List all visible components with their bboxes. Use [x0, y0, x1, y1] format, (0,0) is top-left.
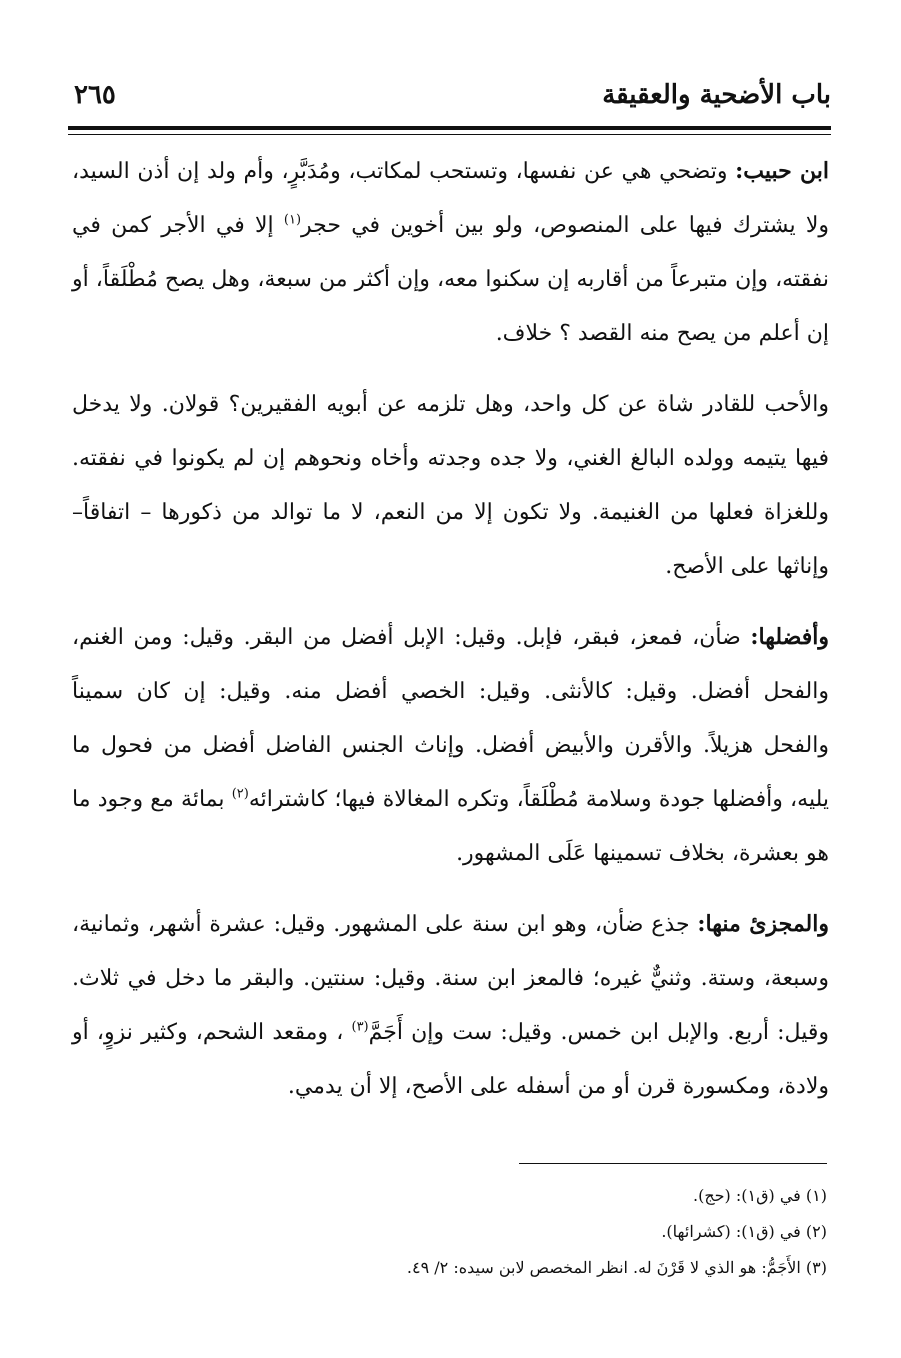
footnotes — [72, 1178, 827, 1286]
running-header — [68, 80, 831, 124]
paragraph-text: جذع ضأن، وهو ابن سنة على المشهور. وقيل: عشرة أشهر، وثمانية، وسبعة، وستة. وثنيٌّ غيره؛ فالمعز ابن سنة. وقيل: سنتين. والبقر ما دخل في ثلاث. وقيل: أربع. والإبل ابن خمس. وقيل: ست وإن أَجَمَّ — [72, 912, 829, 1045]
paragraph — [72, 144, 829, 361]
paragraph-text: ضأن، فمعز، فبقر، فإبل. وقيل: الإبل أفضل من البقر. وقيل: ومن الغنم، والفحل أفضل. وقيل: كالأنثى. وقيل: الخصي أفضل منه. وقيل: إن كان سميناً والفحل هزيلاً. والأقرن والأبيض أفضل. وإناث الجنس الفاضل أفضل من فحول ما يليه، وأفضلها جودة وسلامة مُطْلَقاً، وتكره المغالاة فيها؛ كاشترائه — [72, 625, 829, 812]
footnote-marker[interactable]: (٢) — [231, 786, 249, 802]
paragraph-text: بمائة مع وجود ما هو بعشرة، بخلاف تسمينها عَلَى المشهور. — [72, 787, 829, 866]
paragraph-lead: وأفضلها: — [750, 624, 829, 650]
paragraph — [72, 897, 829, 1114]
paragraph-lead: ابن حبيب: — [735, 158, 829, 184]
paragraph — [72, 377, 829, 594]
paragraph-text: والأحب للقادر شاة عن كل واحد، وهل تلزمه عن أبويه الفقيرين؟ قولان. ولا يدخل فيها يتيمه وولده البالغ الغني، ولا جده وجدته وأخاه ونحوهم إن لم يكونوا في نفقته. وللغزاة فعلها من الغنيمة. ولا تكون إلا من النعم، لا ما توالد من ذكورها – اتفاقاً– وإناثها على الأصح. — [72, 392, 829, 579]
footnote-marker[interactable]: (٣) — [351, 1019, 369, 1035]
paragraph-text: ، ومقعد الشحم، وكثير نزوٍ، أو ولادة، ومكسورة قرن أو من أسفله على الأصح، إلا أن يدمي. — [72, 1020, 829, 1099]
page-number: ٢٦٥ — [74, 80, 116, 110]
footnote: (٢) في (ق١): (كشرائها). — [661, 1222, 827, 1241]
main-text — [72, 144, 829, 1130]
footnote-marker[interactable]: (١) — [283, 212, 302, 228]
footnote-separator — [519, 1163, 827, 1164]
footnote: (١) في (ق١): (حج). — [692, 1186, 827, 1205]
paragraph-text: إلا في الأجر كمن في نفقته، وإن متبرعاً من أقاربه إن سكنوا معه، وإن أكثر من سبعة، وهل يصح مُطْلَقاً، أو إن أعلم من يصح منه القصد ؟ خلاف. — [72, 213, 829, 346]
header-rule-thick — [68, 126, 831, 130]
footnote: (٣) الأَجَمُّ: هو الذي لا قَرْنَ له. انظر المخصص لابن سيده: ٢/ ٤٩. — [406, 1258, 827, 1277]
paragraph — [72, 610, 829, 881]
header-rule-thin — [68, 134, 831, 135]
paragraph-lead: والمجزئ منها: — [697, 911, 829, 937]
chapter-title: باب الأضحية والعقيقة — [602, 80, 831, 110]
paragraph-text: وتضحي هي عن نفسها، وتستحب لمكاتب، ومُدَبَّرٍ، وأم ولد إن أذن السيد، ولا يشترك فيها على المنصوص، ولو بين أخوين في حجر — [72, 159, 829, 238]
